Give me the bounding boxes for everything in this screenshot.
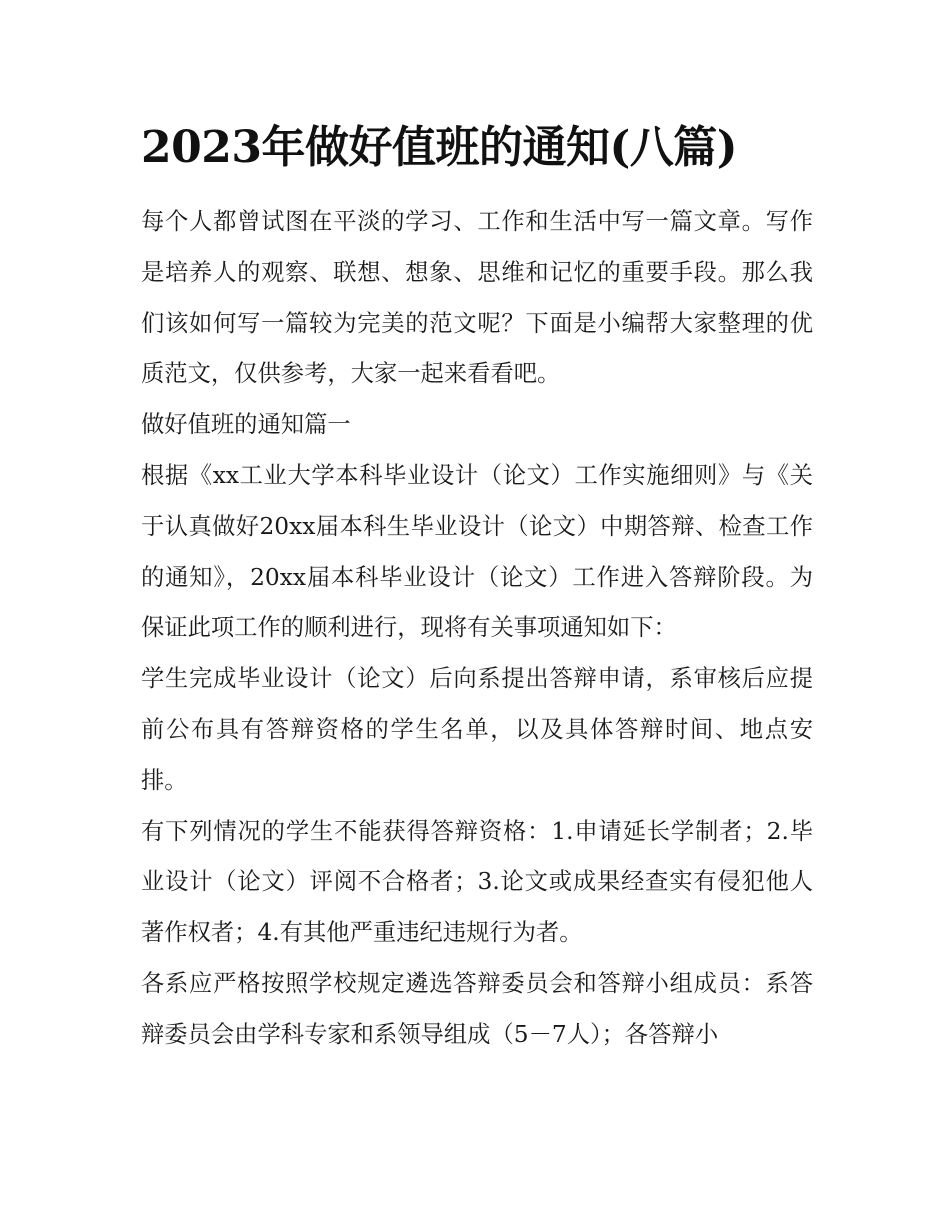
document-body xyxy=(141,118,813,1061)
committee-paragraph: 各系应严格按照学校规定遴选答辩委员会和答辩小组成员：系答辩委员会由学科专家和系领导组成（5－7人）；各答辩小 xyxy=(141,969,813,1048)
defense-application-paragraph: 学生完成毕业设计（论文）后向系提出答辩申请，系审核后应提前公布具有答辩资格的学生名单，以及具体答辩时间、地点安排。 xyxy=(141,665,813,794)
intro-paragraph: 每个人都曾试图在平淡的学习、工作和生活中写一篇文章。写作是培养人的观察、联想、想象、思维和记忆的重要手段。那么我们该如何写一篇较为完美的范文呢？下面是小编帮大家整理的优质范文，仅供参考，大家一起来看看吧。 xyxy=(141,208,813,388)
eligibility-paragraph: 有下列情况的学生不能获得答辩资格：1.申请延长学制者；2.毕业设计（论文）评阅不合格者；3.论文或成果经查实有侵犯他人著作权者；4.有其他严重违纪违规行为者。 xyxy=(141,817,813,947)
notice-paragraph: 根据《xx工业大学本科毕业设计（论文）工作实施细则》与《关于认真做好20xx届本科生毕业设计（论文）中期答辩、检查工作的通知》，20xx届本科毕业设计（论文）工作进入答辩阶段。为保证此项工作的顺利进行，现将有关事项通知如下： xyxy=(141,461,813,642)
section-heading: 做好值班的通知篇一 xyxy=(141,411,351,439)
document-title: 2023年做好值班的通知(八篇) xyxy=(141,122,738,173)
